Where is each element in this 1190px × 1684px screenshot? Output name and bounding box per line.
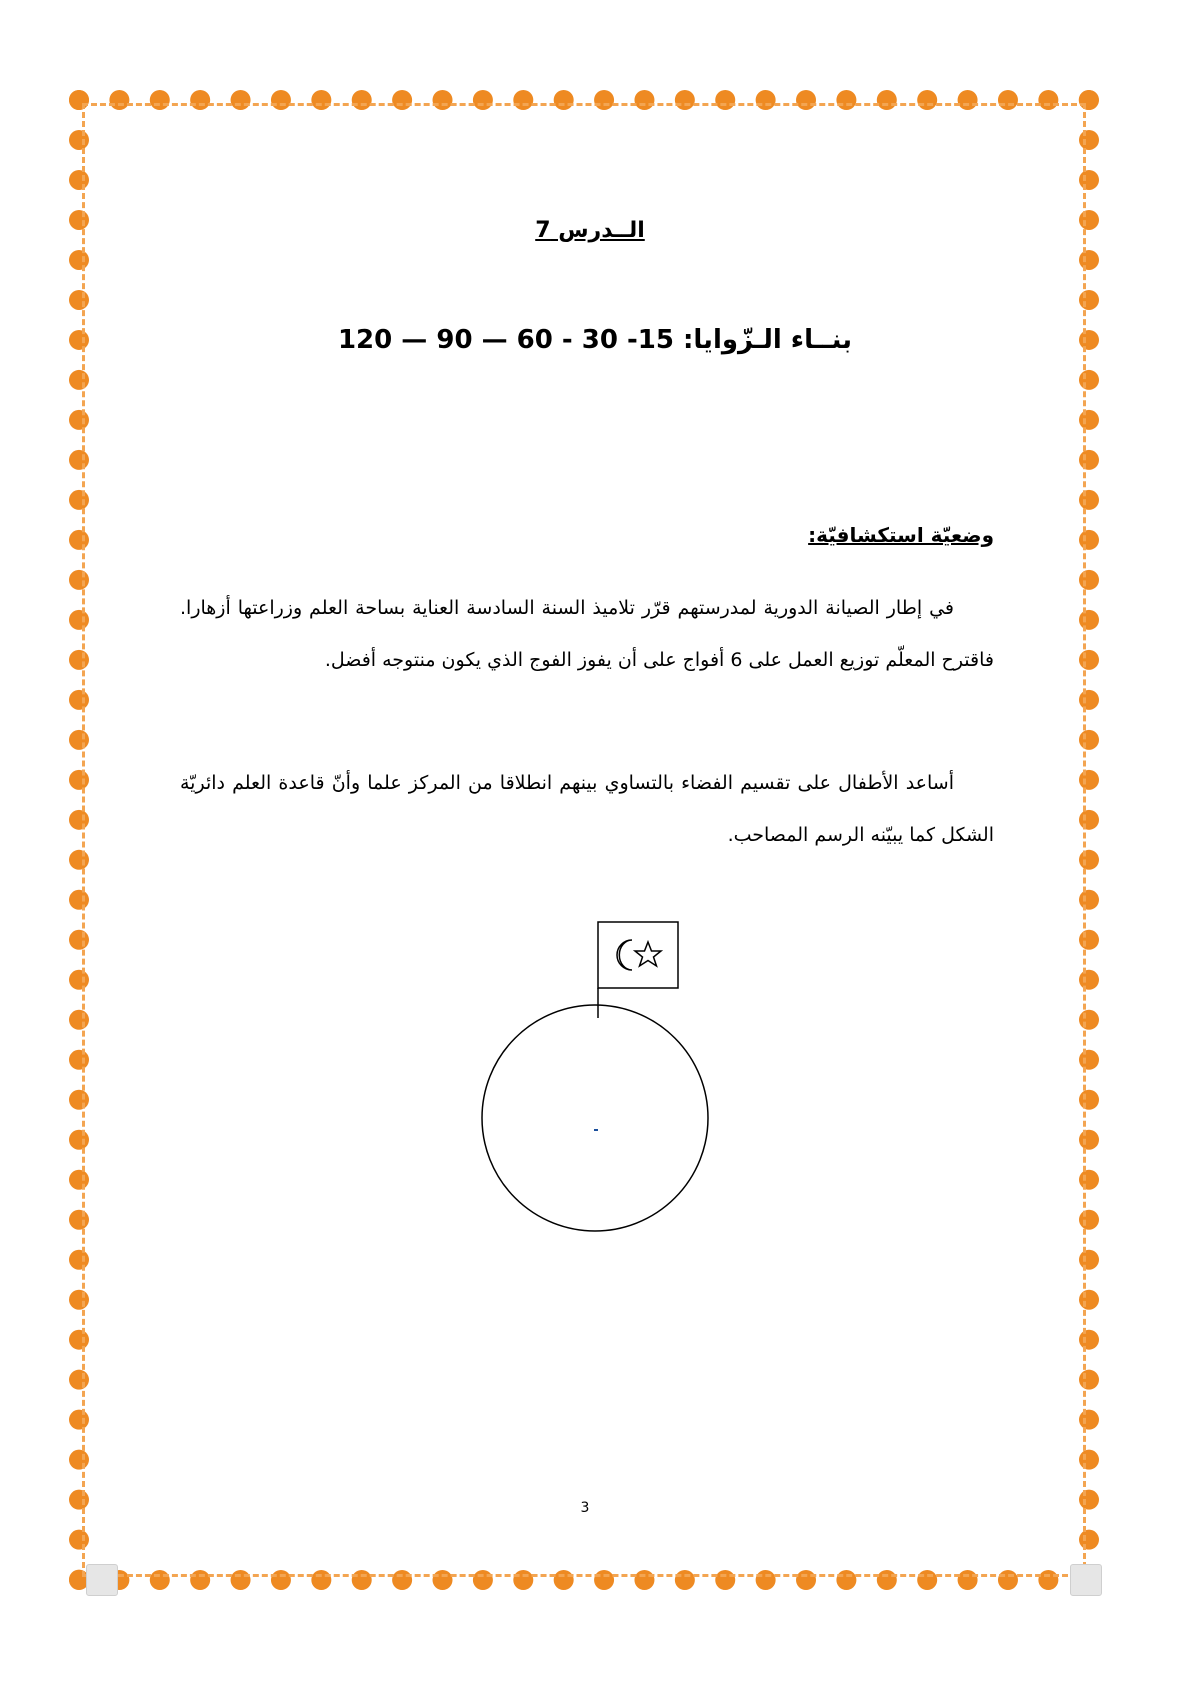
page-title: بنــاء الـزّوايا: 15- 30 - 60 — 90 — 120 [337,325,853,355]
section-heading: وضعيّة استكشافيّة: [808,523,994,547]
flag-base-circle [482,1005,708,1231]
flag-rect [598,922,678,988]
flag-circle-figure [470,920,730,1240]
page-corner-arrow-left-icon [86,1564,118,1596]
lesson-label: الــدرس 7 [535,218,645,243]
paragraph-task: أساعد الأطفال على تقسيم الفضاء بالتساوي بينهم انطلاقا من المركز علما وأنّ قاعدة العلم دائريّة الشكل كما يبيّنه الرسم المصاحب. [180,772,994,846]
page-corner-arrow-right-icon [1070,1564,1102,1596]
page-number: 3 [580,1500,590,1516]
paragraph-intro: في إطار الصيانة الدورية لمدرستهم قرّر تلاميذ السنة السادسة العناية بساحة العلم وزراعتها أزهارا. فاقترح المعلّم توزيع العمل على 6 أفواج على أن يفوز الفوج الذي يكون منتوجه أفضل. [180,597,994,671]
